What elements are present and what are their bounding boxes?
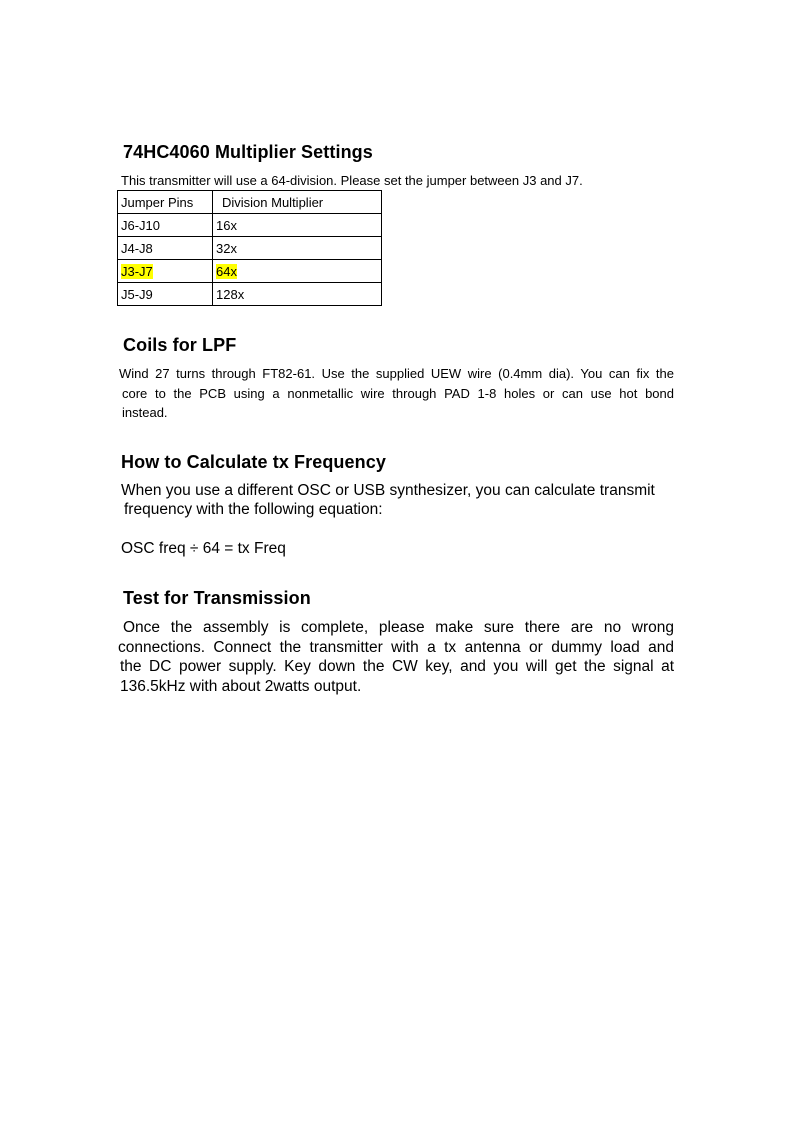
table-row xyxy=(118,237,382,260)
multiplier-value: 16x xyxy=(216,217,237,233)
table-cell-pins xyxy=(118,237,213,260)
multiplier-intro-text: This transmitter will use a 64-division. Please set the jumper between J3 and J7. xyxy=(121,173,583,188)
table-row-selected xyxy=(118,260,382,283)
table-header-row xyxy=(118,191,382,214)
table-cell-pins xyxy=(118,283,213,306)
transmission-line: connections. Connect the transmitter with a tx antenna or dummy load and xyxy=(118,638,674,656)
table-cell-multiplier xyxy=(213,283,382,306)
frequency-heading: How to Calculate tx Frequency xyxy=(121,452,386,472)
table-header-division-multiplier: Division Multiplier xyxy=(213,191,382,214)
table-cell-pins xyxy=(118,214,213,237)
table-row xyxy=(118,214,382,237)
multiplier-value: 32x xyxy=(216,240,237,256)
pins-value: J6-J10 xyxy=(121,217,161,233)
coils-paragraph xyxy=(119,364,674,423)
transmission-line: the DC power supply. Key down the CW key, and you will get the signal at xyxy=(120,658,674,675)
table-row xyxy=(118,283,382,306)
pins-value: J5-J9 xyxy=(121,286,153,302)
coils-line: instead. xyxy=(122,405,168,420)
table-cell-multiplier xyxy=(213,260,382,283)
transmission-heading: Test for Transmission xyxy=(123,588,311,608)
pins-value: J4-J8 xyxy=(121,240,153,256)
multiplier-settings-heading: 74HC4060 Multiplier Settings xyxy=(123,142,373,162)
table-cell-pins xyxy=(118,260,213,283)
coils-line: core to the PCB using a nonmetallic wire through PAD 1-8 holes or can use hot bond xyxy=(122,385,674,401)
transmission-line: Once the assembly is complete, please make sure there are no wrong xyxy=(123,619,674,636)
coils-heading: Coils for LPF xyxy=(123,335,237,355)
table-header-jumper-pins: Jumper Pins xyxy=(118,191,213,214)
multiplier-value-highlighted: 64x xyxy=(216,263,237,279)
transmission-paragraph xyxy=(118,618,674,696)
multiplier-value: 128x xyxy=(216,286,245,302)
coils-line: Wind 27 turns through FT82-61. Use the supplied UEW wire (0.4mm dia). You can fix the xyxy=(119,366,674,381)
frequency-line: When you use a different OSC or USB synthesizer, you can calculate transmit xyxy=(121,482,655,499)
transmission-line: 136.5kHz with about 2watts output. xyxy=(120,677,362,695)
multiplier-table xyxy=(117,190,382,306)
frequency-line: frequency with the following equation: xyxy=(124,501,383,518)
pins-value-highlighted: J3-J7 xyxy=(121,263,153,279)
frequency-equation: OSC freq ÷ 64 = tx Freq xyxy=(121,540,286,557)
table-cell-multiplier xyxy=(213,237,382,260)
table-cell-multiplier xyxy=(213,214,382,237)
